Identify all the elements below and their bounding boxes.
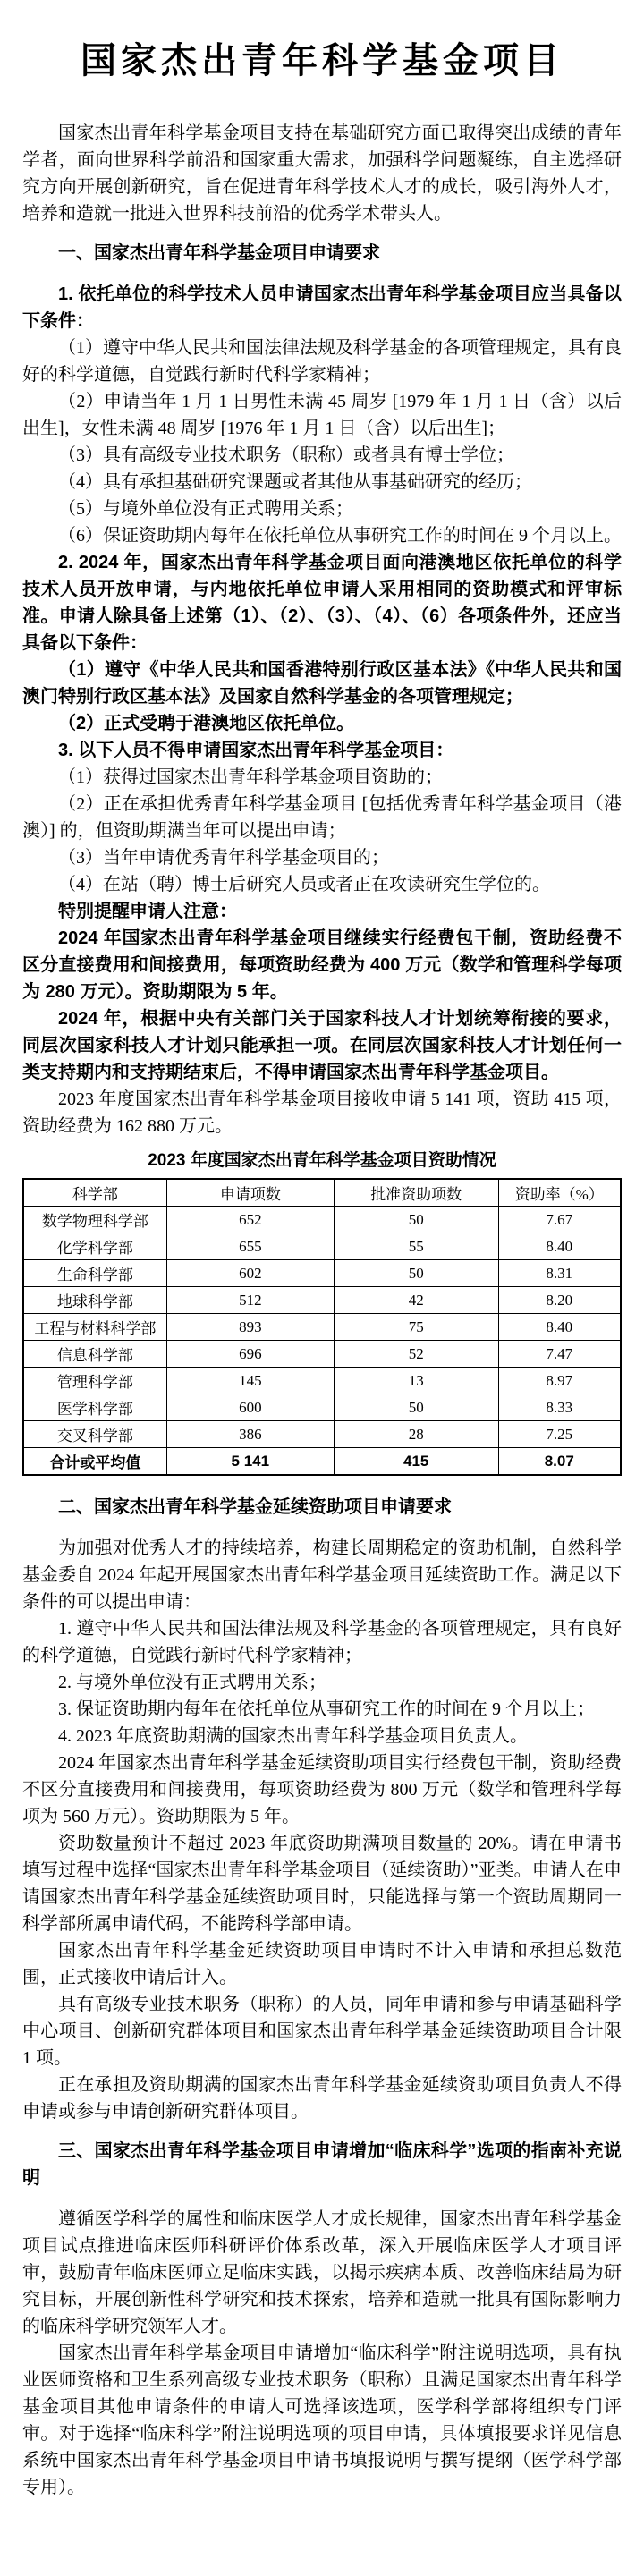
paragraph: 正在承担及资助期满的国家杰出青年科学基金延续资助项目负责人不得申请或参与申请创新研究群体项目。	[22, 2075, 622, 2122]
paragraph: 1. 依托单位的科学技术人员申请国家杰出青年科学基金项目应当具备以下条件：	[22, 284, 622, 331]
list-item: （1）遵守《中华人民共和国香港特别行政区基本法》《中华人民共和国澳门特别行政区基本法》及国家自然科学基金的各项管理规定；	[22, 660, 622, 707]
paragraph: 国家杰出青年科学基金延续资助项目申请时不计入申请和承担总数范围，正式接收申请后计入。	[22, 1941, 622, 1987]
table-row	[23, 1287, 621, 1314]
table-total-row	[23, 1448, 621, 1476]
table-cell: 55	[334, 1233, 498, 1260]
table-cell: 415	[334, 1448, 498, 1476]
funding-table	[22, 1178, 622, 1476]
paragraph: 3. 以下人员不得申请国家杰出青年科学基金项目：	[58, 741, 454, 760]
table-cell: 管理科学部	[23, 1368, 166, 1394]
table-header-row	[23, 1179, 621, 1207]
table-cell: 50	[334, 1260, 498, 1287]
paragraph: 为加强对优秀人才的持续培养，构建长周期稳定的资助机制，自然科学基金委自 2024 年起开展国家杰出青年科学基金项目延续资助工作。满足以下条件的可以提出申请：	[22, 1538, 622, 1612]
paragraph: 遵循医学科学的属性和临床医学人才成长规律，国家杰出青年科学基金项目试点推进临床医师科研评价体系改革，深入开展临床医学人才项目评审，鼓励青年临床医师立足临床实践，以揭示疾病本质、改善临床结局为研究目标，开展创新性科学研究和技术探索，培养和造就一批具有国际影响力的临床科学研究领军人才。	[22, 2209, 622, 2336]
table-cell: 28	[334, 1421, 498, 1448]
table-cell: 52	[334, 1341, 498, 1368]
list-item: （4）在站（聘）博士后研究人员或者正在攻读研究生学位的。	[58, 875, 550, 894]
table-cell: 8.33	[498, 1394, 621, 1421]
table-cell: 602	[166, 1260, 334, 1287]
table-cell: 数学物理科学部	[23, 1207, 166, 1233]
paragraph: 2024 年国家杰出青年科学基金项目继续实行经费包干制，资助经费不区分直接费用和间接费用，每项资助经费为 400 万元（数学和管理科学每项为 280 万元）。资助期限为 5 年。	[22, 928, 622, 1002]
table-row	[23, 1233, 621, 1260]
table-header-cell: 资助率（%）	[498, 1179, 621, 1207]
table-cell: 13	[334, 1368, 498, 1394]
list-item: （3）具有高级专业技术职务（职称）或者具有博士学位；	[58, 445, 514, 465]
paragraph: 2023 年度国家杰出青年科学基金项目接收申请 5 141 项，资助 415 项，资助经费为 162 880 万元。	[22, 1089, 622, 1136]
table-cell: 75	[334, 1314, 498, 1341]
intro-paragraph: 国家杰出青年科学基金项目支持在基础研究方面已取得突出成绩的青年学者，面向世界科学前沿和国家重大需求，加强科学问题凝练，自主选择研究方向开展创新研究，旨在促进青年科学技术人才的成长，吸引海外人才，培养和造就一批进入世界科技前沿的优秀学术带头人。	[22, 123, 622, 224]
paragraph: 具有高级专业技术职务（职称）的人员，同年申请和参与申请基础科学中心项目、创新研究群体项目和国家杰出青年科学基金延续资助项目合计限 1 项。	[22, 1995, 622, 2068]
list-item: （3）当年申请优秀青年科学基金项目的；	[58, 848, 389, 868]
table-cell: 8.31	[498, 1260, 621, 1287]
table-cell: 42	[334, 1287, 498, 1314]
table-row	[23, 1314, 621, 1341]
table-cell: 交叉科学部	[23, 1421, 166, 1448]
page-title: 国家杰出青年科学基金项目	[80, 39, 564, 81]
table-cell: 化学科学部	[23, 1233, 166, 1260]
table-header-cell: 申请项数	[166, 1179, 334, 1207]
table-row	[23, 1260, 621, 1287]
table-row	[23, 1394, 621, 1421]
list-item: 1. 遵守中华人民共和国法律法规及科学基金的各项管理规定，具有良好的科学道德，自觉践行新时代科学家精神；	[22, 1619, 622, 1665]
table-title: 2023 年度国家杰出青年科学基金项目资助情况	[148, 1151, 496, 1170]
table-cell: 50	[334, 1394, 498, 1421]
table-header-cell: 科学部	[23, 1179, 166, 1207]
table-cell: 工程与材料科学部	[23, 1314, 166, 1341]
table-cell: 8.40	[498, 1233, 621, 1260]
table-cell: 8.40	[498, 1314, 621, 1341]
list-item: （1）遵守中华人民共和国法律法规及科学基金的各项管理规定，具有良好的科学道德，自觉践行新时代科学家精神；	[22, 338, 622, 385]
table-cell: 信息科学部	[23, 1341, 166, 1368]
list-item: （5）与境外单位没有正式聘用关系；	[58, 499, 353, 519]
table-cell: 8.07	[498, 1448, 621, 1476]
table-cell: 5 141	[166, 1448, 334, 1476]
table-cell: 145	[166, 1368, 334, 1394]
table-cell: 652	[166, 1207, 334, 1233]
list-item: 2. 与境外单位没有正式聘用关系；	[58, 1673, 326, 1692]
paragraph: 2024 年，根据中央有关部门关于国家科技人才计划统筹衔接的要求，同层次国家科技人才计划只能承担一项。在同层次国家科技人才计划任何一类支持期内和支持期结束后，不得申请国家杰出青年科学基金项目。	[22, 1009, 622, 1082]
section2-heading: 二、国家杰出青年科学基金延续资助项目申请要求	[58, 1497, 452, 1517]
table-row	[23, 1207, 621, 1233]
table-header-cell: 批准资助项数	[334, 1179, 498, 1207]
table-cell: 512	[166, 1287, 334, 1314]
list-item: （6）保证资助期内每年在依托单位从事研究工作的时间在 9 个月以上。	[58, 526, 622, 546]
list-item: （2）申请当年 1 月 1 日男性未满 45 周岁 [1979 年 1 月 1 日（含）以后出生]，女性未满 48 周岁 [1976 年 1 月 1 日（含）以后出生]；	[22, 392, 622, 438]
list-item: （4）具有承担基础研究课题或者其他从事基础研究的经历；	[58, 472, 532, 492]
list-item: 3. 保证资助期内每年在依托单位从事研究工作的时间在 9 个月以上；	[58, 1699, 595, 1719]
table-cell: 50	[334, 1207, 498, 1233]
table-cell: 655	[166, 1233, 334, 1260]
list-item: （2）正式受聘于港澳地区依托单位。	[58, 714, 355, 733]
table-cell: 8.97	[498, 1368, 621, 1394]
table-cell: 600	[166, 1394, 334, 1421]
table-cell: 386	[166, 1421, 334, 1448]
list-item: 4. 2023 年底资助期满的国家杰出青年科学基金项目负责人。	[58, 1726, 528, 1746]
section3-heading: 三、国家杰出青年科学基金项目申请增加“临床科学”选项的指南补充说明	[22, 2141, 622, 2188]
table-cell: 7.47	[498, 1341, 621, 1368]
section1-heading: 一、国家杰出青年科学基金项目申请要求	[58, 243, 380, 263]
paragraph: 国家杰出青年科学基金项目申请增加“临床科学”附注说明选项，具有执业医师资格和卫生系列高级专业技术职务（职称）且满足国家杰出青年科学基金项目其他申请条件的申请人可选择该选项，医学科学部将组织专门评审。对于选择“临床科学”附注说明选项的项目申请，具体填报要求详见信息系统中国家杰出青年科学基金项目申请书填报说明与撰写提纲（医学科学部专用）。	[22, 2343, 622, 2497]
table-cell: 7.25	[498, 1421, 621, 1448]
table-row	[23, 1368, 621, 1394]
list-item: （2）正在承担优秀青年科学基金项目 [包括优秀青年科学基金项目（港澳）] 的，但资助期满当年可以提出申请；	[22, 794, 622, 841]
table-cell: 地球科学部	[23, 1287, 166, 1314]
table-row	[23, 1421, 621, 1448]
table-cell: 8.20	[498, 1287, 621, 1314]
table-cell: 生命科学部	[23, 1260, 166, 1287]
notice-label: 特别提醒申请人注意：	[58, 902, 237, 921]
paragraph: 资助数量预计不超过 2023 年底资助期满项目数量的 20%。请在申请书填写过程中选择“国家杰出青年科学基金项目（延续资助）”亚类。申请人在申请国家杰出青年科学基金延续资助项目时，只能选择与第一个资助周期同一科学部所属申请代码，不能跨科学部申请。	[22, 1834, 622, 1934]
paragraph: 2024 年国家杰出青年科学基金延续资助项目实行经费包干制，资助经费不区分直接费用和间接费用，每项资助经费为 800 万元（数学和管理科学每项为 560 万元）。资助期限为 5 年。	[22, 1753, 622, 1826]
table-cell: 合计或平均值	[23, 1448, 166, 1476]
paragraph: 2. 2024 年，国家杰出青年科学基金项目面向港澳地区依托单位的科学技术人员开放申请，与内地依托单位申请人采用相同的资助模式和评审标准。申请人除具备上述第（1）、（2）、（3）、（4）、（6）各项条件外，还应当具备以下条件：	[22, 553, 622, 653]
table-cell: 893	[166, 1314, 334, 1341]
table-cell: 医学科学部	[23, 1394, 166, 1421]
table-cell: 696	[166, 1341, 334, 1368]
list-item: （1）获得过国家杰出青年科学基金项目资助的；	[58, 767, 443, 787]
table-cell: 7.67	[498, 1207, 621, 1233]
table-row	[23, 1341, 621, 1368]
